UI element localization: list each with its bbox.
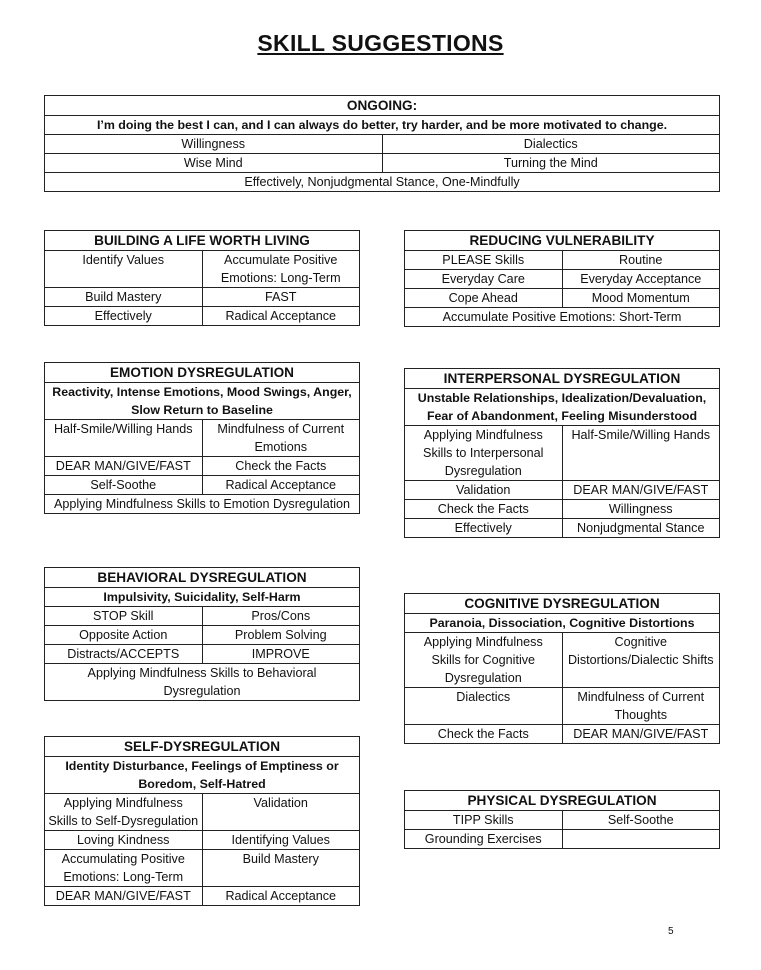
table-subtitle: Paranoia, Dissociation, Cognitive Distortions — [405, 614, 720, 633]
table-title: INTERPERSONAL DYSREGULATION — [405, 369, 720, 389]
skill-cell: Mindfulness of Current Emotions — [202, 420, 360, 457]
skill-cell: Opposite Action — [45, 626, 203, 645]
table-row — [405, 481, 720, 500]
reducing-table — [404, 230, 720, 327]
table-subtitle: Reactivity, Intense Emotions, Mood Swings, Anger, Slow Return to Baseline — [45, 383, 360, 420]
table-row — [45, 850, 360, 887]
skill-cell: Check the Facts — [202, 457, 360, 476]
table-row — [405, 830, 720, 849]
skill-cell: Everyday Care — [405, 270, 563, 289]
emotion-table — [44, 362, 360, 514]
skill-cell: Validation — [202, 794, 360, 831]
skill-cell: PLEASE Skills — [405, 251, 563, 270]
table-row — [45, 288, 360, 307]
self-table — [44, 736, 360, 906]
table-row — [405, 633, 720, 688]
table-row — [45, 831, 360, 850]
table-row — [45, 794, 360, 831]
table-row — [45, 664, 360, 701]
skill-cell: Dialectics — [382, 135, 720, 154]
skill-cell: Nonjudgmental Stance — [562, 519, 720, 538]
skill-cell: IMPROVE — [202, 645, 360, 664]
table-subtitle: Identity Disturbance, Feelings of Emptiness or Boredom, Self-Hatred — [45, 757, 360, 794]
table-row — [405, 251, 720, 270]
table-title: BEHAVIORAL DYSREGULATION — [45, 568, 360, 588]
skill-cell: DEAR MAN/GIVE/FAST — [45, 887, 203, 906]
skill-cell: Validation — [405, 481, 563, 500]
skill-cell: Identify Values — [45, 251, 203, 288]
skill-cell: DEAR MAN/GIVE/FAST — [45, 457, 203, 476]
table-row — [45, 626, 360, 645]
cognitive-table — [404, 593, 720, 744]
behavioral-table — [44, 567, 360, 701]
ongoing-table — [44, 95, 720, 192]
page-number: 5 — [668, 926, 674, 937]
table-row — [405, 725, 720, 744]
skill-cell: Cognitive Distortions/Dialectic Shifts — [562, 633, 720, 688]
skill-cell: Willingness — [45, 135, 383, 154]
skill-cell: Applying Mindfulness Skills to Behavioral Dysregulation — [45, 664, 360, 701]
table-subtitle: I’m doing the best I can, and I can always do better, try harder, and be more motivated to change. — [45, 116, 720, 135]
skill-cell: Effectively — [45, 307, 203, 326]
table-subtitle: Impulsivity, Suicidality, Self-Harm — [45, 588, 360, 607]
skill-cell: Applying Mindfulness Skills to Self-Dysregulation — [45, 794, 203, 831]
skill-cell: Effectively — [405, 519, 563, 538]
table-row — [405, 519, 720, 538]
table-title: REDUCING VULNERABILITY — [405, 231, 720, 251]
table-title: COGNITIVE DYSREGULATION — [405, 594, 720, 614]
table-row — [45, 476, 360, 495]
skill-cell: Identifying Values — [202, 831, 360, 850]
table-subtitle: Unstable Relationships, Idealization/Devaluation, Fear of Abandonment, Feeling Misunderstood — [405, 389, 720, 426]
skill-cell: Pros/Cons — [202, 607, 360, 626]
skill-cell: Mood Momentum — [562, 289, 720, 308]
table-row — [45, 154, 720, 173]
skill-cell: Routine — [562, 251, 720, 270]
table-row — [45, 251, 360, 288]
table-row — [45, 887, 360, 906]
skill-cell: Accumulating Positive Emotions: Long-Term — [45, 850, 203, 887]
skill-cell: Turning the Mind — [382, 154, 720, 173]
skill-cell: Radical Acceptance — [202, 476, 360, 495]
table-row — [45, 420, 360, 457]
table-row — [405, 308, 720, 327]
skill-cell: Half-Smile/Willing Hands — [45, 420, 203, 457]
skill-cell — [562, 830, 720, 849]
skill-cell: Mindfulness of Current Thoughts — [562, 688, 720, 725]
table-title: BUILDING A LIFE WORTH LIVING — [45, 231, 360, 251]
skill-cell: Self-Soothe — [45, 476, 203, 495]
table-row — [45, 135, 720, 154]
physical-table — [404, 790, 720, 849]
skill-cell: Build Mastery — [202, 850, 360, 887]
skill-cell: Everyday Acceptance — [562, 270, 720, 289]
table-title: PHYSICAL DYSREGULATION — [405, 791, 720, 811]
building-table — [44, 230, 360, 326]
table-row — [405, 688, 720, 725]
table-title: ONGOING: — [45, 96, 720, 116]
skill-cell: Radical Acceptance — [202, 307, 360, 326]
skill-cell: Applying Mindfulness Skills for Cognitive Dysregulation — [405, 633, 563, 688]
skill-cell: FAST — [202, 288, 360, 307]
table-row — [405, 500, 720, 519]
skill-cell: Effectively, Nonjudgmental Stance, One-Mindfully — [45, 173, 720, 192]
skill-cell: Willingness — [562, 500, 720, 519]
skill-cell: Radical Acceptance — [202, 887, 360, 906]
table-row — [405, 426, 720, 481]
skill-cell: Half-Smile/Willing Hands — [562, 426, 720, 481]
skill-cell: Distracts/ACCEPTS — [45, 645, 203, 664]
table-row — [45, 173, 720, 192]
skill-cell: Check the Facts — [405, 725, 563, 744]
table-row — [405, 289, 720, 308]
skill-cell: Cope Ahead — [405, 289, 563, 308]
skill-cell: STOP Skill — [45, 607, 203, 626]
page-title: SKILL SUGGESTIONS — [257, 30, 504, 56]
skill-cell: Applying Mindfulness Skills to Emotion Dysregulation — [45, 495, 360, 514]
table-row — [45, 607, 360, 626]
interpersonal-table — [404, 368, 720, 538]
table-row — [45, 495, 360, 514]
skill-cell: Applying Mindfulness Skills to Interpersonal Dysregulation — [405, 426, 563, 481]
table-title: SELF-DYSREGULATION — [45, 737, 360, 757]
skill-cell: Loving Kindness — [45, 831, 203, 850]
table-row — [405, 270, 720, 289]
skill-cell: Build Mastery — [45, 288, 203, 307]
skill-cell: Grounding Exercises — [405, 830, 563, 849]
skill-cell: Accumulate Positive Emotions: Short-Term — [405, 308, 720, 327]
skill-cell: Dialectics — [405, 688, 563, 725]
skill-cell: Self-Soothe — [562, 811, 720, 830]
table-row — [405, 811, 720, 830]
table-row — [45, 645, 360, 664]
skill-cell: Wise Mind — [45, 154, 383, 173]
skill-cell: Problem Solving — [202, 626, 360, 645]
skill-cell: DEAR MAN/GIVE/FAST — [562, 725, 720, 744]
table-title: EMOTION DYSREGULATION — [45, 363, 360, 383]
table-row — [45, 457, 360, 476]
skill-cell: Accumulate Positive Emotions: Long-Term — [202, 251, 360, 288]
skill-cell: DEAR MAN/GIVE/FAST — [562, 481, 720, 500]
table-row — [45, 307, 360, 326]
skill-cell: Check the Facts — [405, 500, 563, 519]
skill-cell: TIPP Skills — [405, 811, 563, 830]
